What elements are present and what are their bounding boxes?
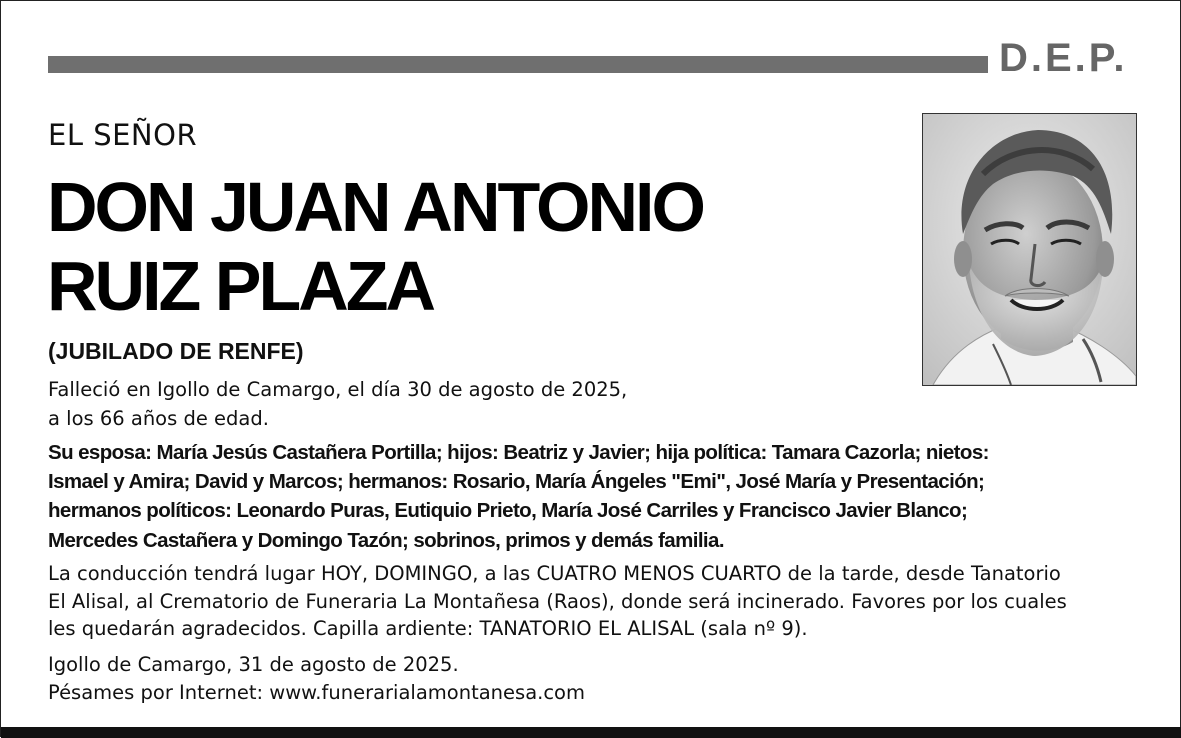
service-line: El Alisal, al Crematorio de Funeraria La Montañesa (Raos), donde será incinerado. Favores por los cuales xyxy=(48,589,1067,613)
family-line: Ismael y Amira; David y Marcos; hermanos: Rosario, María Ángeles "Emi", José María y Presentación; xyxy=(48,470,985,494)
deceased-name-line-2: RUIZ PLAZA xyxy=(47,247,434,325)
occupation: (JUBILADO DE RENFE) xyxy=(48,338,304,364)
family-line: Su esposa: María Jesús Castañera Portilla; hijos: Beatriz y Javier; hija política: Tamara Cazorla; nietos: xyxy=(48,441,989,464)
header-rule xyxy=(48,56,988,73)
condolences-link: Pésames por Internet: www.funerarialamontanesa.com xyxy=(48,681,585,704)
service-line: les quedarán agradecidos. Capilla ardiente: TANATORIO EL ALISAL (sala nº 9). xyxy=(48,617,808,640)
salutation: EL SEÑOR xyxy=(48,118,198,152)
portrait-photo xyxy=(922,113,1137,386)
deceased-name-line-1: DON JUAN ANTONIO xyxy=(47,168,703,246)
family-line: hermanos políticos: Leonardo Puras, Eutiquio Prieto, María José Carriles y Francisco Javier Blanco; xyxy=(48,499,968,523)
service-line: La conducción tendrá lugar HOY, DOMINGO, a las CUATRO MENOS CUARTO de la tarde, desde Tanatorio xyxy=(48,562,1061,585)
death-details-line-1: Falleció en Igollo de Camargo, el día 30 de agosto de 2025, xyxy=(48,378,628,401)
deceased-name xyxy=(47,168,807,326)
family-line: Mercedes Castañera y Domingo Tazón; sobrinos, primos y demás familia. xyxy=(48,528,724,552)
portrait-icon xyxy=(923,114,1136,385)
service-details xyxy=(48,560,1158,643)
death-details-line-2: a los 66 años de edad. xyxy=(48,407,269,430)
footer-rule xyxy=(1,727,1181,738)
family-list xyxy=(48,438,1148,555)
death-details xyxy=(48,375,627,433)
dep-mark: D.E.P. xyxy=(999,36,1128,80)
closing xyxy=(48,651,585,707)
place-date: Igollo de Camargo, 31 de agosto de 2025. xyxy=(48,653,459,676)
